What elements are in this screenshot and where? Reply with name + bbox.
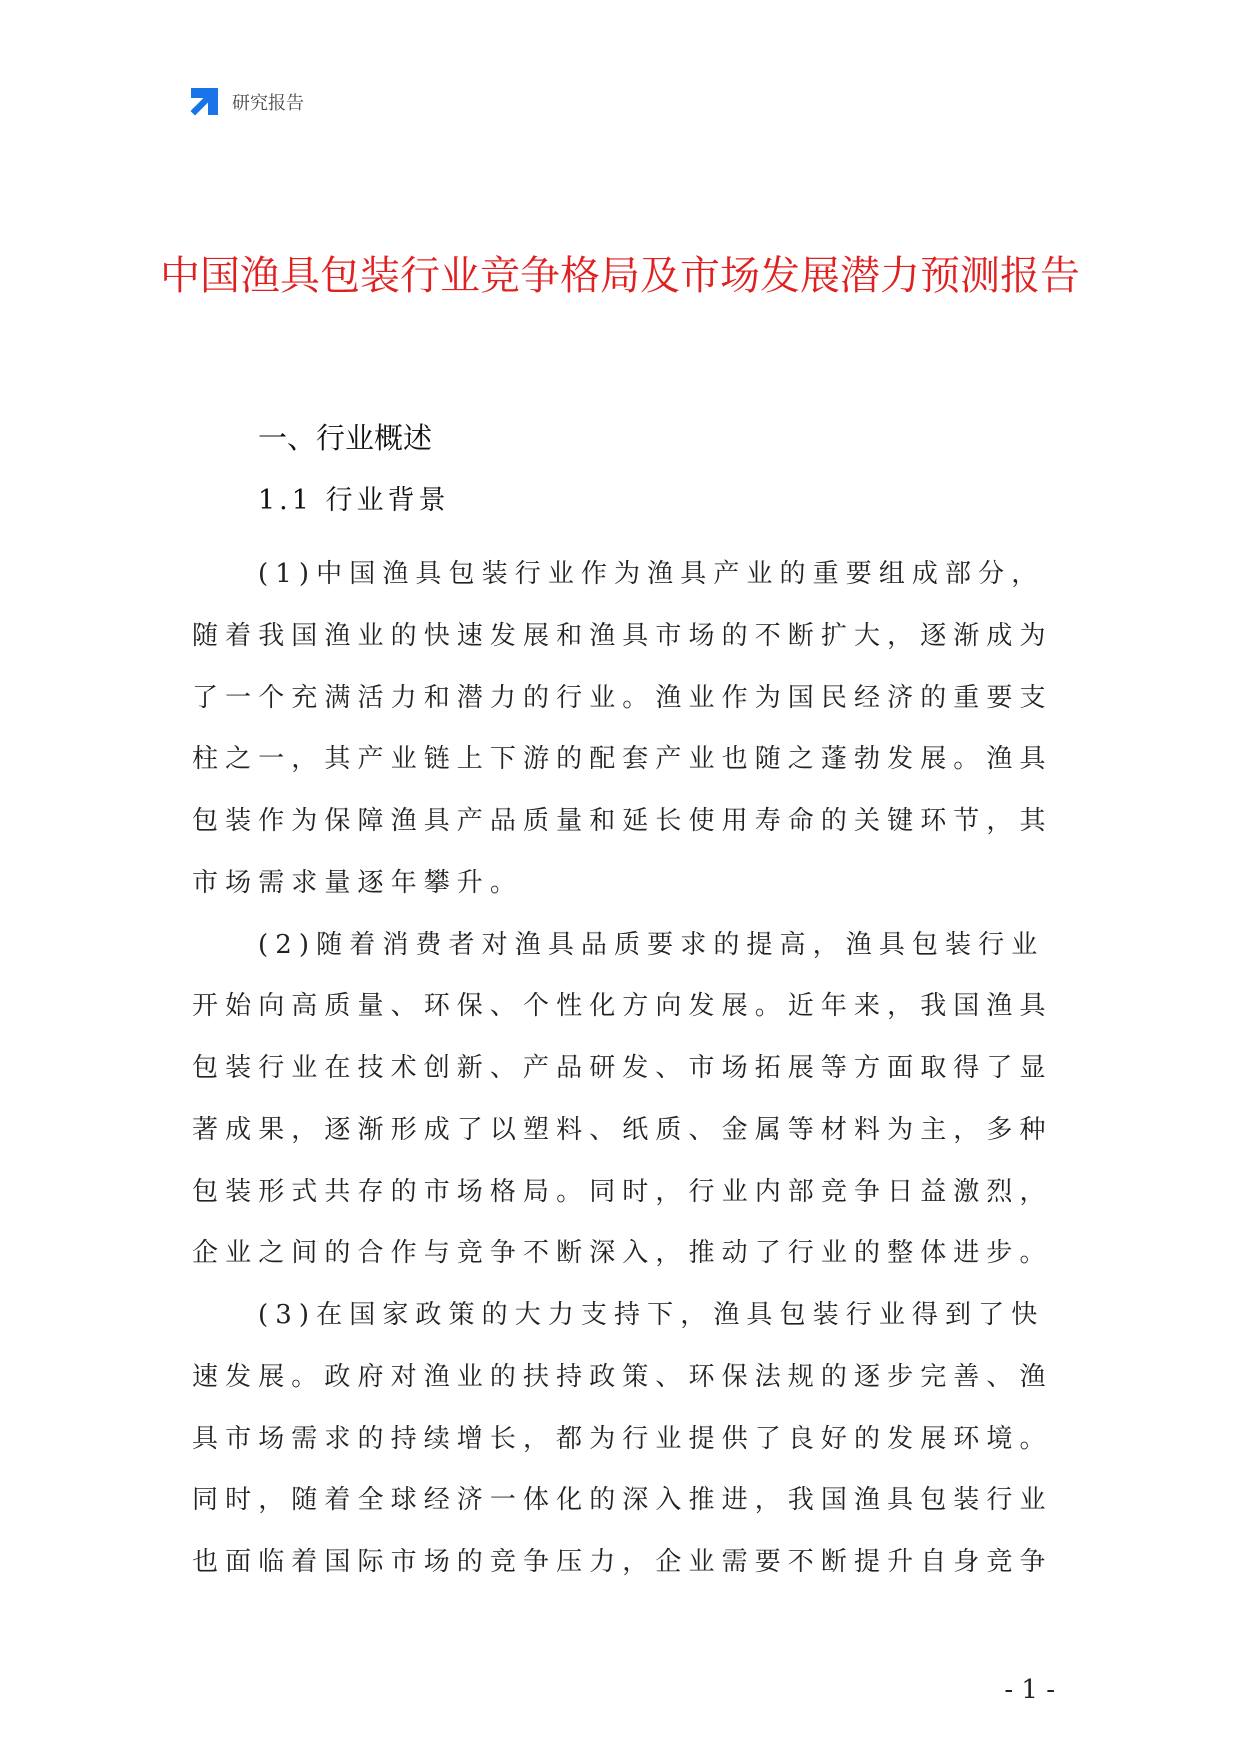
- body-text: [192, 544, 1072, 1594]
- paragraph-3: (3)在国家政策的大力支持下，渔具包装行业得到了快速发展。政府对渔业的扶持政策、环保法规的逐步完善、渔具市场需求的持续增长，都为行业提供了良好的发展环境。同时，随着全球经济一体化的深入推进，我国渔具包装行业也面临着国际市场的竞争压力，企业需要不断提升自身竞争: [192, 1300, 1053, 1577]
- paragraph-1: (1)中国渔具包装行业作为渔具产业的重要组成部分，随着我国渔业的快速发展和渔具市场的不断扩大，逐渐成为了一个充满活力和潜力的行业。渔业作为国民经济的重要支柱之一，其产业链上下游的配套产业也随之蓬勃发展。渔具包装作为保障渔具产品质量和延长使用寿命的关键环节，其市场需求量逐年攀升。: [192, 559, 1053, 898]
- arrow-up-right-icon: [188, 86, 220, 118]
- header-label: 研究报告: [232, 93, 304, 114]
- page-number: - 1 -: [1004, 1675, 1055, 1705]
- paragraph-2: (2)随着消费者对渔具品质要求的提高，渔具包装行业开始向高质量、环保、个性化方向发展。近年来，我国渔具包装行业在技术创新、产品研发、市场拓展等方面取得了显著成果，逐渐形成了以塑料、纸质、金属等材料为主，多种包装形式共存的市场格局。同时，行业内部竞争日益激烈，企业之间的合作与竞争不断深入，推动了行业的整体进步。: [192, 929, 1053, 1269]
- report-title: 中国渔具包装行业竞争格局及市场发展潜力预测报告: [160, 252, 1080, 299]
- report-header: [188, 86, 304, 118]
- subsection-heading: 1.1 行业背景: [258, 485, 450, 516]
- section-heading: 一、行业概述: [258, 421, 433, 455]
